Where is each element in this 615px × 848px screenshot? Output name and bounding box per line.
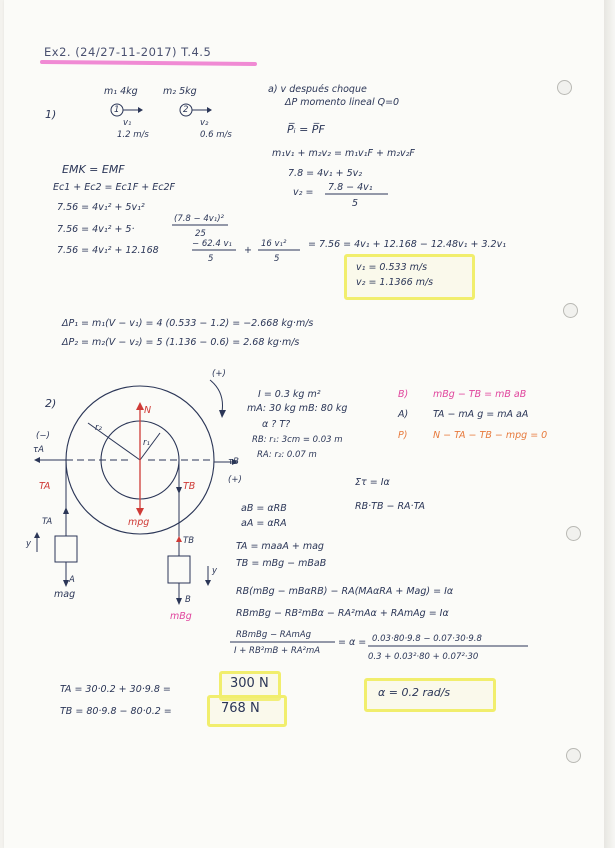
eq-b-label: B) <box>398 389 409 400</box>
mass-1: m₁ 4kg <box>104 86 138 97</box>
tension-a-answer: 300 N <box>230 676 269 691</box>
v2-value: 0.6 m/s <box>200 130 232 140</box>
substitution-1: RB(mBg − mBαRB) − RA(MAαRA + Mag) = Iα <box>236 586 454 597</box>
alpha-equals: = α = <box>338 637 367 648</box>
normal-force-label: N <box>144 405 152 416</box>
positive-label: (+) <box>228 475 242 485</box>
r2-label: r₂ <box>95 423 102 433</box>
block-masses: mA: 30 kg mB: 80 kg <box>247 403 348 414</box>
tension-b-answer: 768 N <box>221 701 260 716</box>
answer-v1: v₁ = 0.533 m/s <box>356 262 428 273</box>
tension-a-equation: TA = maaA + mag <box>236 541 324 552</box>
eq-b: mBg − TB = mB aB <box>433 389 527 400</box>
delta-p2: ΔP₂ = m₂(V − v₂) = 5 (1.136 − 0.6) = 2.68 kg·m/s <box>62 337 300 348</box>
weight-a-label: mag <box>54 589 76 600</box>
title-underline <box>42 62 255 64</box>
frac2-num: 16 v₁² <box>261 239 287 249</box>
v1-label: v₁ <box>123 118 132 128</box>
v1-value: 1.2 m/s <box>117 130 149 140</box>
momentum-numeric: 7.8 = 4v₁ + 5v₂ <box>288 168 363 179</box>
y-axis-right: y <box>212 566 218 576</box>
momentum-equation: m₁v₁ + m₂v₂ = m₁v₁F + m₂v₂F <box>272 148 415 159</box>
positive-rotation-label: (+) <box>212 369 226 379</box>
v2-expression: v₂ = <box>293 187 314 198</box>
y-axis-left: y <box>26 539 32 549</box>
inertia: I = 0.3 kg m² <box>258 389 321 400</box>
accel-a: aA = αRA <box>241 518 287 529</box>
tension-b-calc: TB = 80·9.8 − 80·0.2 = <box>60 706 172 717</box>
alpha-frac-num: RBmBg − RAmAg <box>236 630 311 640</box>
tension-a-label: TA <box>42 517 53 527</box>
radius-a: RA: r₂: 0.07 m <box>257 450 317 460</box>
mass-2: m₂ 5kg <box>163 86 197 97</box>
ball-1-label: 1 <box>114 105 120 115</box>
weight-b-label: mBg <box>170 611 192 622</box>
torque-equation: RB·TB − RA·TA <box>355 501 426 512</box>
tension-b-label: TB <box>183 536 195 546</box>
substitution-2: RBmBg − RB²mBα − RA²mAα + RAmAg = Iα <box>236 608 449 619</box>
rotation-arrow <box>210 380 223 412</box>
r1-label: r₁ <box>143 438 150 448</box>
tension-b-label-top: TB <box>183 481 196 492</box>
tension-b-equation: TB = mBg − mBaB <box>236 558 327 569</box>
block-b-label: B <box>185 595 191 605</box>
part-2-number: 2) <box>45 397 57 410</box>
eq-p-label: P) <box>398 430 408 441</box>
block-a <box>55 536 77 562</box>
energy-frac-numerator: (7.8 − 4v₁)² <box>174 214 224 224</box>
part-1-number: 1) <box>45 108 57 121</box>
alpha-num-values: 0.03·80·9.8 − 0.07·30·9.8 <box>372 634 482 644</box>
block-a-label: A <box>69 575 75 585</box>
energy-conservation: EMK = EMF <box>62 163 125 176</box>
torque-b-label: τB <box>228 457 239 467</box>
radius-b: RB: r₁: 3cm = 0.03 m <box>252 435 343 445</box>
energy-numeric-2: 7.56 = 4v₁² + 5· <box>57 224 135 235</box>
tension-a-calc: TA = 30·0.2 + 30·9.8 = <box>60 684 171 695</box>
torque-a-label: τA <box>33 445 44 455</box>
energy-frac-denominator: 25 <box>195 229 206 239</box>
momentum-conservation: P̅ᵢ = P̅F <box>287 123 325 136</box>
unknowns: α ? T? <box>262 419 291 430</box>
exercise-title: Ex2. (24/27-11-2017) T.4.5 <box>44 45 212 59</box>
tension-a-label-top: TA <box>39 481 51 492</box>
frac1-num: − 62.4 v₁ <box>192 239 232 249</box>
alpha-answer: α = 0.2 rad/s <box>378 686 451 699</box>
energy-numeric-4: = 7.56 = 4v₁ + 12.168 − 12.48v₁ + 3.2v₁ <box>308 239 507 250</box>
v2-numerator: 7.8 − 4v₁ <box>328 182 373 193</box>
frac2-den: 5 <box>274 254 280 264</box>
kinetic-energy-equation: Ec1 + Ec2 = Ec1F + Ec2F <box>53 182 176 193</box>
ball-2-label: 2 <box>183 105 189 115</box>
note-velocity: a) v después choque <box>268 84 367 95</box>
eq-a: TA − mA g = mA aA <box>433 409 529 420</box>
v2-denominator: 5 <box>352 198 359 209</box>
energy-numeric-3: 7.56 = 4v₁² + 12.168 <box>57 245 159 256</box>
energy-numeric-1: 7.56 = 4v₁² + 5v₁² <box>57 202 145 213</box>
delta-p1: ΔP₁ = m₁(V − v₁) = 4 (0.533 − 1.2) = −2.668 kg·m/s <box>62 318 314 329</box>
sum-torque: Στ = Iα <box>355 477 390 488</box>
plus-sign: + <box>244 245 252 256</box>
negative-label: (−) <box>36 431 50 441</box>
answer-v2: v₂ = 1.1366 m/s <box>356 277 434 288</box>
eq-p: N − TA − TB − mpg = 0 <box>433 430 548 441</box>
accel-b: aB = αRB <box>241 503 287 514</box>
eq-a-label: A) <box>398 409 409 420</box>
alpha-frac-den: I + RB²mB + RA²mA <box>234 646 321 656</box>
note-momentum: ΔP momento lineal Q=0 <box>285 97 400 108</box>
frac1-den: 5 <box>208 254 214 264</box>
alpha-den-values: 0.3 + 0.03²·80 + 0.07²·30 <box>368 652 479 662</box>
block-b <box>168 556 190 583</box>
pulley-weight-label: mpg <box>128 517 150 528</box>
v2-label: v₂ <box>200 118 209 128</box>
